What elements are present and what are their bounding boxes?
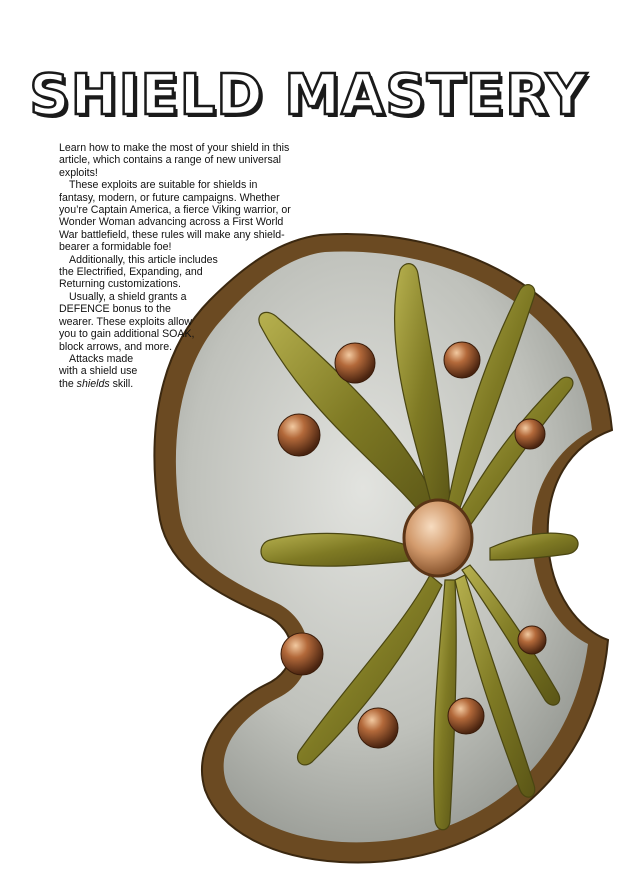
shield-boss <box>404 500 472 576</box>
intro-paragraph-3: Additionally, this article includes the Electrified, Expanding, and Returning customizations. <box>59 253 218 291</box>
paragraph-5-after: skill. <box>109 377 134 390</box>
intro-paragraph-1: Learn how to make the most of your shield in this article, which contains a range of new universal exploits! <box>59 142 290 179</box>
article-intro <box>59 142 294 390</box>
intro-paragraph-5 <box>59 353 149 390</box>
shields-skill-name: shields <box>76 377 110 390</box>
paragraph-5-before: Attacks made with a shield use the <box>59 352 138 390</box>
intro-paragraph-4: Usually, a shield grants a DEFENCE bonus to the wearer. These exploits allow you to gain additional SOAK, block arrows, and more. <box>59 290 195 353</box>
article-title: SHIELD MASTERY <box>29 63 588 128</box>
intro-paragraph-2: These exploits are suitable for shields in fantasy, modern, or future campaigns. Whether you’re Captain America, a fierce Viking warrior, or Wonder Woman advancing across a First World War battlefield, these rules will make any shield-bearer a formidable foe! <box>59 179 291 254</box>
